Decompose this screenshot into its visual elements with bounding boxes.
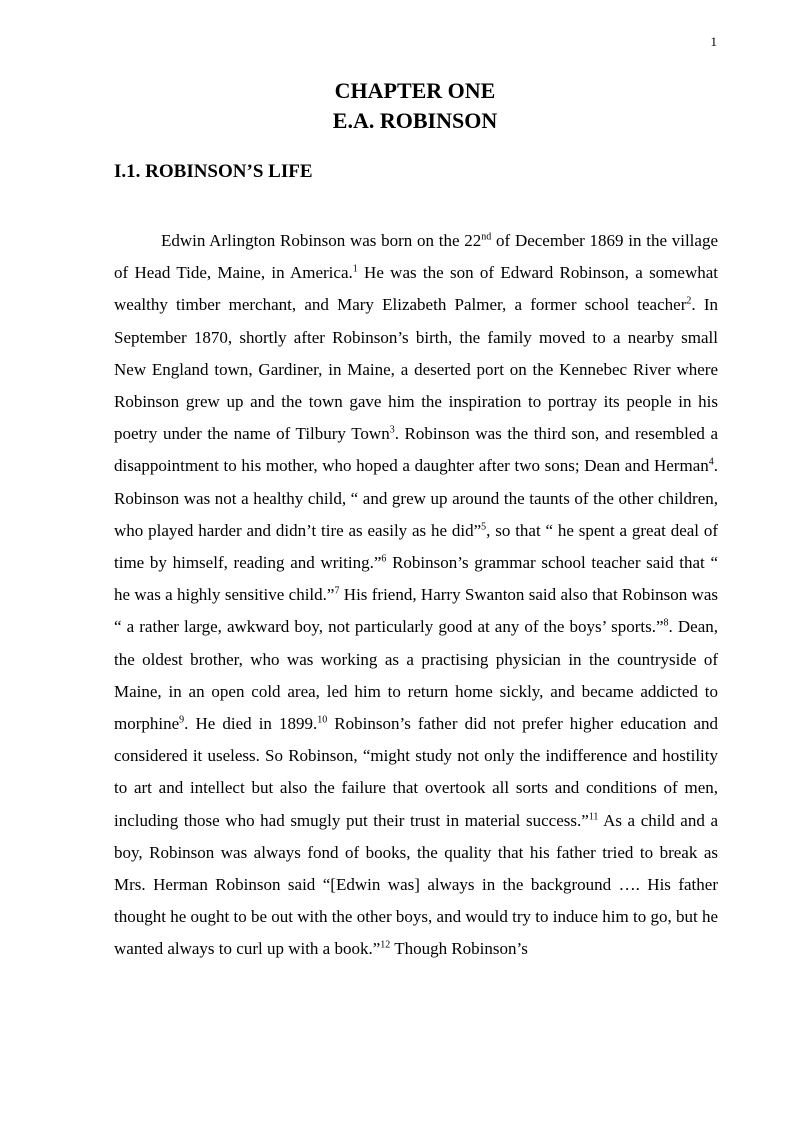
section-title: I.1. ROBINSON’S LIFE (114, 161, 313, 182)
text-run: . He died in 1899. (184, 714, 318, 734)
chapter-title: CHAPTER ONE (334, 78, 496, 103)
text-run: Robinson’s grammar school teacher said that “ he was a highly sensitive child.” (114, 553, 718, 605)
page-number: 1 (710, 34, 717, 49)
footnote-marker: 7 (334, 585, 340, 597)
text-run: . In September 1870, shortly after Robinson’s birth, the family moved to a nearby small New England town, Gardiner, in Maine, a deserted port on the Kennebec River where Robinson grew up and the town gave him the inspiration to portray its people in his poetry under the name of Tilbury Town (114, 295, 718, 444)
footnote-marker: 10 (317, 714, 328, 726)
footnote-marker: nd (481, 231, 492, 243)
footnote-marker: 6 (381, 553, 387, 565)
text-run: Robinson’s father did not prefer higher education and considered it useless. So Robinson, “might study not only the indifference and hostility to art and intellect but also the failure that overtook all sorts and conditions of men, including those who had smugly put their trust in material success.” (114, 714, 718, 830)
body-paragraph (114, 225, 718, 966)
footnote-marker: 8 (663, 617, 669, 629)
text-run: He was the son of Edward Robinson, a somewhat wealthy timber merchant, and Mary Elizabeth Palmer, a former school teacher (114, 263, 718, 315)
footnote-marker: 9 (179, 714, 185, 726)
text-run: His friend, Harry Swanton said also that Robinson was “ a rather large, awkward boy, not particularly good at any of the boys’ sports.” (114, 585, 718, 637)
text-run: . Robinson was the third son, and resembled a disappointment to his mother, who hoped a daughter after two sons; Dean and Herman (114, 424, 719, 476)
footnote-marker: 2 (686, 295, 692, 307)
text-run: Edwin Arlington Robinson was born on the 22 (161, 231, 482, 250)
footnote-marker: 1 (352, 263, 358, 275)
text-run: of December 1869 in the village of Head Tide, Maine, in America. (114, 231, 718, 283)
footnote-marker: 11 (588, 811, 599, 822)
text-run: , so that “ he spent a great deal of time by himself, reading and writing.” (114, 520, 719, 573)
chapter-heading (0, 76, 793, 136)
text-run: . Robinson was not a healthy child, “ and grew up around the taunts of the other children, who played harder and didn’t tire as easily as he did” (114, 456, 718, 540)
text-run: As a child and a boy, Robinson was always fond of books, the quality that his father tried to break as Mrs. Herman Robinson said “[Edwin was] always in the background …. His father thought he ought to be out with the other boys, and would try to induce him to go, but he wanted always to curl up with a book.” (114, 810, 718, 959)
footnote-marker: 4 (708, 456, 714, 468)
text-run: Though Robinson’s (390, 939, 528, 959)
text-run: . Dean, the oldest brother, who was working as a practising physician in the countryside of Maine, in an open cold area, led him to return home sickly, and became addicted to morphine (114, 617, 719, 734)
chapter-subtitle: E.A. ROBINSON (332, 108, 498, 133)
footnote-marker: 5 (481, 521, 487, 533)
footnote-marker: 3 (389, 424, 395, 436)
footnote-marker: 12 (380, 939, 391, 951)
